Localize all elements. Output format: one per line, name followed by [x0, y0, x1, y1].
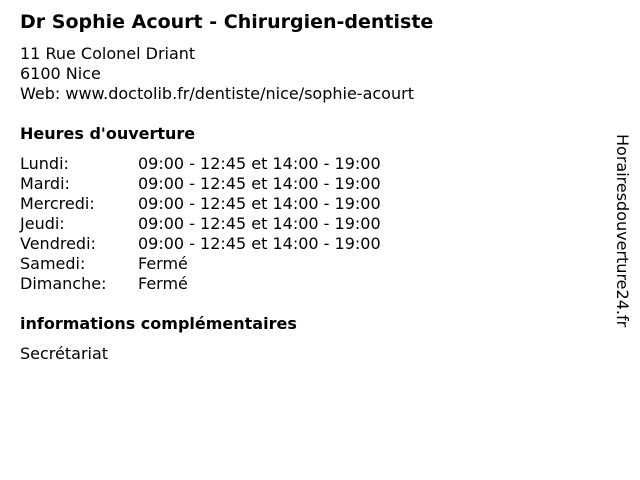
opening-hours-heading: Heures d'ouverture: [20, 124, 196, 143]
hours-row-sunday: [20, 274, 381, 294]
city-address: 6100 Nice: [20, 64, 101, 83]
time-value: Fermé: [138, 274, 188, 293]
day-label: Vendredi:: [20, 234, 96, 253]
day-label: Mercredi:: [20, 194, 95, 213]
day-label: Samedi:: [20, 254, 86, 273]
time-value: 09:00 - 12:45 et 14:00 - 19:00: [138, 154, 381, 173]
hours-row-monday: [20, 154, 381, 174]
time-value: 09:00 - 12:45 et 14:00 - 19:00: [138, 214, 381, 233]
time-value: Fermé: [138, 254, 188, 273]
day-label: Jeudi:: [20, 214, 65, 233]
day-label: Mardi:: [20, 174, 70, 193]
day-label: Lundi:: [20, 154, 69, 173]
time-value: 09:00 - 12:45 et 14:00 - 19:00: [138, 194, 381, 213]
website-line: Web: www.doctolib.fr/dentiste/nice/sophie-acourt: [20, 84, 414, 103]
hours-row-wednesday: [20, 194, 381, 214]
hours-row-friday: [20, 234, 381, 254]
hours-row-thursday: [20, 214, 381, 234]
page-title: Dr Sophie Acourt - Chirurgien-dentiste: [20, 11, 434, 33]
street-address: 11 Rue Colonel Driant: [20, 44, 196, 63]
site-watermark: Horairesdouverture24.fr: [613, 134, 632, 328]
hours-row-saturday: [20, 254, 381, 274]
additional-info-text: Secrétariat: [20, 344, 109, 363]
time-value: 09:00 - 12:45 et 14:00 - 19:00: [138, 174, 381, 193]
time-value: 09:00 - 12:45 et 14:00 - 19:00: [138, 234, 381, 253]
additional-info-heading: informations complémentaires: [20, 314, 297, 333]
address-block: [20, 44, 414, 104]
hours-row-tuesday: [20, 174, 381, 194]
opening-hours-table: [20, 154, 381, 294]
day-label: Dimanche:: [20, 274, 107, 293]
